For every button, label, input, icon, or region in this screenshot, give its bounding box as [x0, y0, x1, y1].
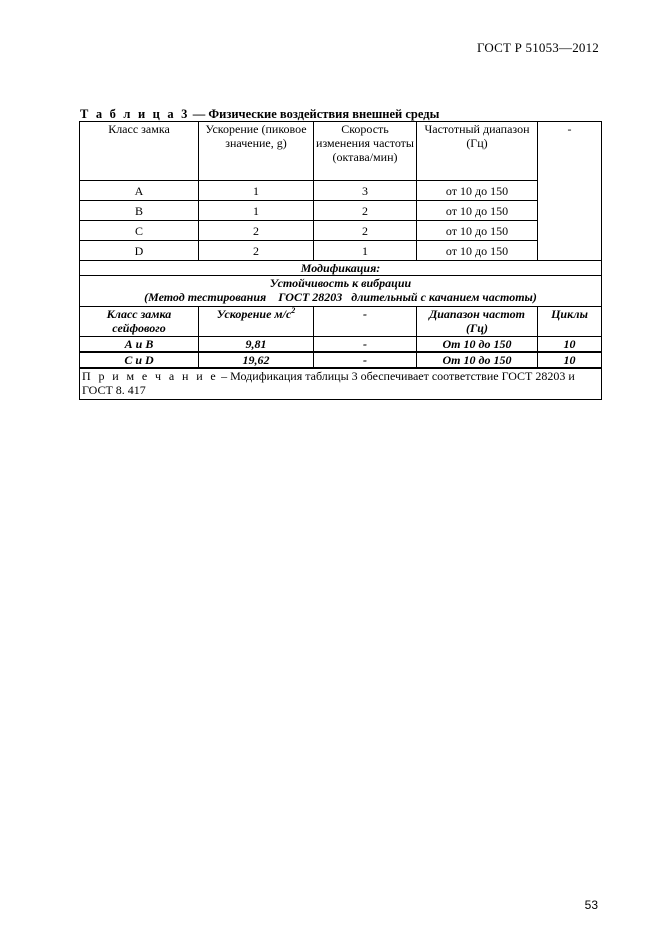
note-row — [80, 368, 602, 400]
col-header-range: Частотный диапазон (Гц) — [417, 122, 538, 181]
cell-range: От 10 до 150 — [417, 337, 538, 353]
cell-range: от 10 до 150 — [417, 181, 538, 201]
environment-table — [79, 121, 602, 400]
cell-class: С и D — [80, 352, 199, 368]
cell-accel: 9,81 — [199, 337, 314, 353]
table-row — [80, 337, 602, 353]
cell-class: A — [80, 181, 199, 201]
cell-range: от 10 до 150 — [417, 241, 538, 261]
note-label: П р и м е ч а н и е — [82, 369, 219, 383]
cell-range: От 10 до 150 — [417, 352, 538, 368]
col2-header-range: Диапазон частот (Гц) — [417, 307, 538, 337]
col-header-class: Класс замка — [80, 122, 199, 181]
col-header-speed: Скорость изменения частоты (октава/мин) — [314, 122, 417, 181]
col-header-accel: Ускорение (пиковое значение, g) — [199, 122, 314, 181]
table2-header-row — [80, 307, 602, 337]
table-row — [80, 181, 602, 201]
cell-cycles: 10 — [538, 337, 602, 353]
table-row — [80, 352, 602, 368]
vibration-title — [80, 276, 602, 307]
cell-class: B — [80, 201, 199, 221]
table-note — [80, 368, 602, 400]
cell-speed: 3 — [314, 181, 417, 201]
vibration-row — [80, 276, 602, 307]
cell-accel: 1 — [199, 201, 314, 221]
table-row — [80, 241, 602, 261]
table-caption — [80, 107, 439, 122]
cell-dash: - — [314, 352, 417, 368]
cell-speed: 1 — [314, 241, 417, 261]
table-label: Т а б л и ц а 3 — [80, 107, 190, 121]
vibration-line1: Устойчивость к вибрации — [269, 276, 412, 290]
cell-accel: 2 — [199, 221, 314, 241]
cell-accel: 19,62 — [199, 352, 314, 368]
col2-header-accel-sup: 2 — [291, 306, 296, 315]
col2-header-accel — [199, 307, 314, 337]
cell-accel: 2 — [199, 241, 314, 261]
modification-label: Модификация: — [80, 261, 602, 276]
col2-header-cycles: Циклы — [538, 307, 602, 337]
table-title: — Физические воздействия внешней среды — [189, 107, 440, 121]
page-number: 53 — [584, 898, 598, 912]
cell-class: А и В — [80, 337, 199, 353]
col2-header-accel-text: Ускорение м/с — [216, 307, 292, 321]
cell-range: от 10 до 150 — [417, 221, 538, 241]
modification-row — [80, 261, 602, 276]
cell-dash: - — [314, 337, 417, 353]
table-row — [80, 201, 602, 221]
cell-cycles: 10 — [538, 352, 602, 368]
vibration-line2: (Метод тестирования ГОСТ 28203 длительный с качанием частоты) — [144, 290, 537, 304]
merged-dash-cell: - — [538, 122, 602, 261]
cell-accel: 1 — [199, 181, 314, 201]
cell-range: от 10 до 150 — [417, 201, 538, 221]
cell-speed: 2 — [314, 201, 417, 221]
col2-header-dash: - — [314, 307, 417, 337]
cell-speed: 2 — [314, 221, 417, 241]
col2-header-class: Класс замка сейфового — [80, 307, 199, 337]
table-header-row — [80, 122, 602, 181]
cell-class: C — [80, 221, 199, 241]
cell-class: D — [80, 241, 199, 261]
document-id: ГОСТ Р 51053—2012 — [477, 40, 599, 55]
table-row — [80, 221, 602, 241]
note-text: – Модификация таблицы 3 обеспечивает соответствие ГОСТ 28203 и ГОСТ 8. 417 — [82, 369, 575, 397]
